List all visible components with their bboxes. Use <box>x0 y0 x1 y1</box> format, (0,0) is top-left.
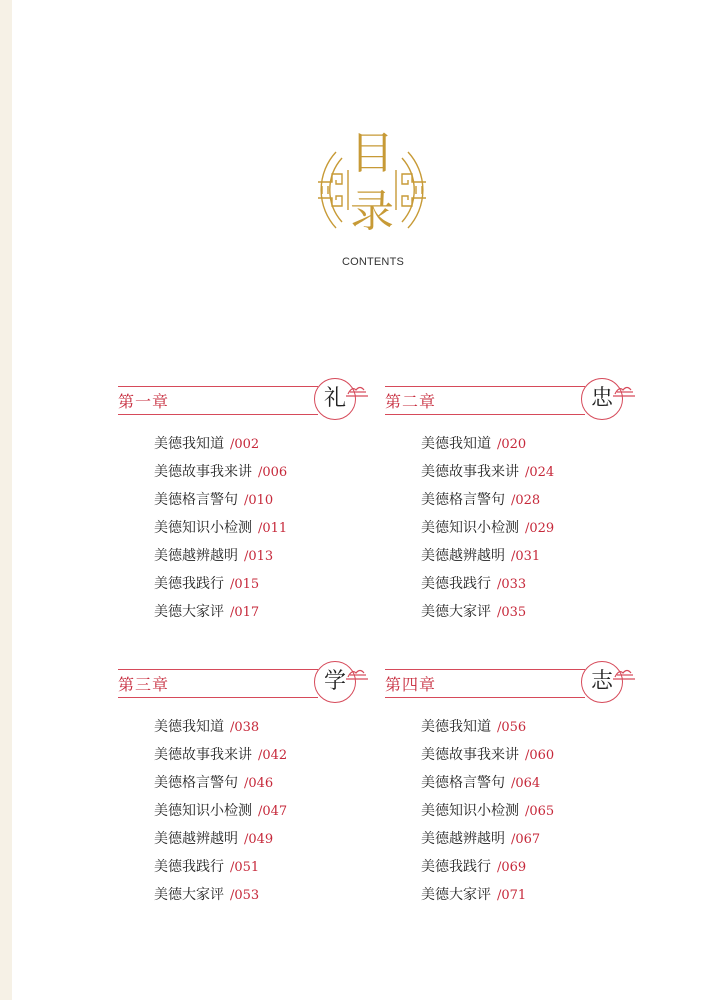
entry-title: 美德故事我来讲 <box>154 464 252 480</box>
toc-entry[interactable] <box>154 717 287 745</box>
entry-page: /033 <box>497 577 527 592</box>
toc-entry[interactable] <box>421 518 554 546</box>
entry-title: 美德越辨越明 <box>421 548 505 564</box>
entry-page: /015 <box>230 577 260 592</box>
entry-page: /013 <box>244 549 274 564</box>
entry-page: /035 <box>497 605 527 620</box>
entry-title: 美德格言警句 <box>421 775 505 791</box>
toc-entry[interactable] <box>154 518 287 546</box>
chapter-4 <box>385 663 635 903</box>
chapter-1 <box>118 380 368 620</box>
entry-page: /069 <box>497 860 527 875</box>
chapter-label[interactable]: 第二章 <box>385 392 437 411</box>
entry-page: /067 <box>511 832 541 847</box>
entry-title: 美德大家评 <box>154 887 224 903</box>
toc-entry[interactable] <box>421 602 554 630</box>
entry-page: /053 <box>230 888 260 903</box>
toc-entry[interactable] <box>154 434 287 462</box>
divider-line <box>118 386 318 387</box>
entry-page: /060 <box>525 748 555 763</box>
toc-entry[interactable] <box>421 434 554 462</box>
entry-page: /064 <box>511 776 541 791</box>
toc-entry[interactable] <box>421 574 554 602</box>
toc-entry[interactable] <box>421 462 554 490</box>
toc-entry[interactable] <box>154 546 287 574</box>
toc-subtitle: CONTENTS <box>341 256 405 268</box>
chapter-label[interactable]: 第一章 <box>118 392 170 411</box>
toc-entry[interactable] <box>421 490 554 518</box>
entry-page: /051 <box>230 860 260 875</box>
entry-title: 美德越辨越明 <box>421 831 505 847</box>
chapter-header <box>385 380 635 420</box>
entry-title: 美德我知道 <box>421 719 491 735</box>
toc-entry[interactable] <box>421 885 554 913</box>
entry-title: 美德我知道 <box>421 436 491 452</box>
entry-title: 美德知识小检测 <box>154 520 252 536</box>
divider-line <box>118 697 318 698</box>
entry-page: /038 <box>230 720 260 735</box>
chapter-badge: 忠 <box>581 378 623 420</box>
entry-page: /029 <box>525 521 555 536</box>
entry-page: /071 <box>497 888 527 903</box>
entry-title: 美德知识小检测 <box>154 803 252 819</box>
toc-entry[interactable] <box>154 801 287 829</box>
chapter-label[interactable]: 第三章 <box>118 675 170 694</box>
entry-title: 美德越辨越明 <box>154 548 238 564</box>
toc-entry[interactable] <box>421 745 554 773</box>
entry-page: /047 <box>258 804 288 819</box>
page-edge-strip <box>0 0 12 1000</box>
auspicious-cloud-icon <box>346 384 368 398</box>
entry-title: 美德大家评 <box>154 604 224 620</box>
entry-title: 美德格言警句 <box>421 492 505 508</box>
entry-title: 美德我知道 <box>154 436 224 452</box>
toc-entry[interactable] <box>154 857 287 885</box>
entry-page: /065 <box>525 804 555 819</box>
entry-title: 美德故事我来讲 <box>421 747 519 763</box>
entry-page: /011 <box>258 521 288 536</box>
divider-line <box>118 669 318 670</box>
chapter-label[interactable]: 第四章 <box>385 675 437 694</box>
entry-title: 美德大家评 <box>421 887 491 903</box>
toc-entry[interactable] <box>154 602 287 630</box>
chapter-item-list <box>154 434 287 630</box>
entry-title: 美德我践行 <box>421 576 491 592</box>
toc-title-emblem <box>308 130 436 250</box>
entry-title: 美德格言警句 <box>154 492 238 508</box>
entry-page: /002 <box>230 437 260 452</box>
toc-entry[interactable] <box>421 546 554 574</box>
entry-page: /024 <box>525 465 555 480</box>
entry-title: 美德我知道 <box>154 719 224 735</box>
chapter-badge: 礼 <box>314 378 356 420</box>
toc-title-char-1: 目 <box>350 128 394 179</box>
entry-title: 美德知识小检测 <box>421 803 519 819</box>
entry-page: /049 <box>244 832 274 847</box>
entry-page: /031 <box>511 549 541 564</box>
chapter-2 <box>385 380 635 620</box>
toc-entry[interactable] <box>154 829 287 857</box>
entry-page: /042 <box>258 748 288 763</box>
entry-page: /046 <box>244 776 274 791</box>
entry-title: 美德知识小检测 <box>421 520 519 536</box>
entry-title: 美德我践行 <box>154 859 224 875</box>
divider-line <box>385 669 585 670</box>
toc-entry[interactable] <box>154 773 287 801</box>
divider-line <box>385 414 585 415</box>
entry-page: /006 <box>258 465 288 480</box>
entry-title: 美德大家评 <box>421 604 491 620</box>
entry-title: 美德故事我来讲 <box>154 747 252 763</box>
entry-page: /017 <box>230 605 260 620</box>
chapter-badge: 学 <box>314 661 356 703</box>
toc-title-char-2: 录 <box>350 186 394 237</box>
chapter-header <box>385 663 635 703</box>
chapter-3 <box>118 663 368 903</box>
entry-title: 美德我践行 <box>421 859 491 875</box>
toc-entry[interactable] <box>154 490 287 518</box>
entry-title: 美德格言警句 <box>154 775 238 791</box>
entry-title: 美德我践行 <box>154 576 224 592</box>
entry-page: /056 <box>497 720 527 735</box>
toc-entry[interactable] <box>421 857 554 885</box>
chapter-item-list <box>421 434 554 630</box>
entry-page: /020 <box>497 437 527 452</box>
toc-entry[interactable] <box>154 885 287 913</box>
divider-line <box>385 697 585 698</box>
divider-line <box>385 386 585 387</box>
chapter-item-list <box>154 717 287 913</box>
entry-title: 美德越辨越明 <box>154 831 238 847</box>
entry-page: /010 <box>244 493 274 508</box>
entry-page: /028 <box>511 493 541 508</box>
auspicious-cloud-icon <box>613 384 635 398</box>
toc-entry[interactable] <box>154 462 287 490</box>
chapter-header <box>118 380 368 420</box>
toc-entry[interactable] <box>154 745 287 773</box>
auspicious-cloud-icon <box>346 667 368 681</box>
auspicious-cloud-icon <box>613 667 635 681</box>
toc-entry[interactable] <box>421 773 554 801</box>
toc-entry[interactable] <box>154 574 287 602</box>
chapter-header <box>118 663 368 703</box>
toc-entry[interactable] <box>421 829 554 857</box>
chapter-badge: 志 <box>581 661 623 703</box>
toc-entry[interactable] <box>421 717 554 745</box>
divider-line <box>118 414 318 415</box>
chapter-item-list <box>421 717 554 913</box>
entry-title: 美德故事我来讲 <box>421 464 519 480</box>
toc-entry[interactable] <box>421 801 554 829</box>
